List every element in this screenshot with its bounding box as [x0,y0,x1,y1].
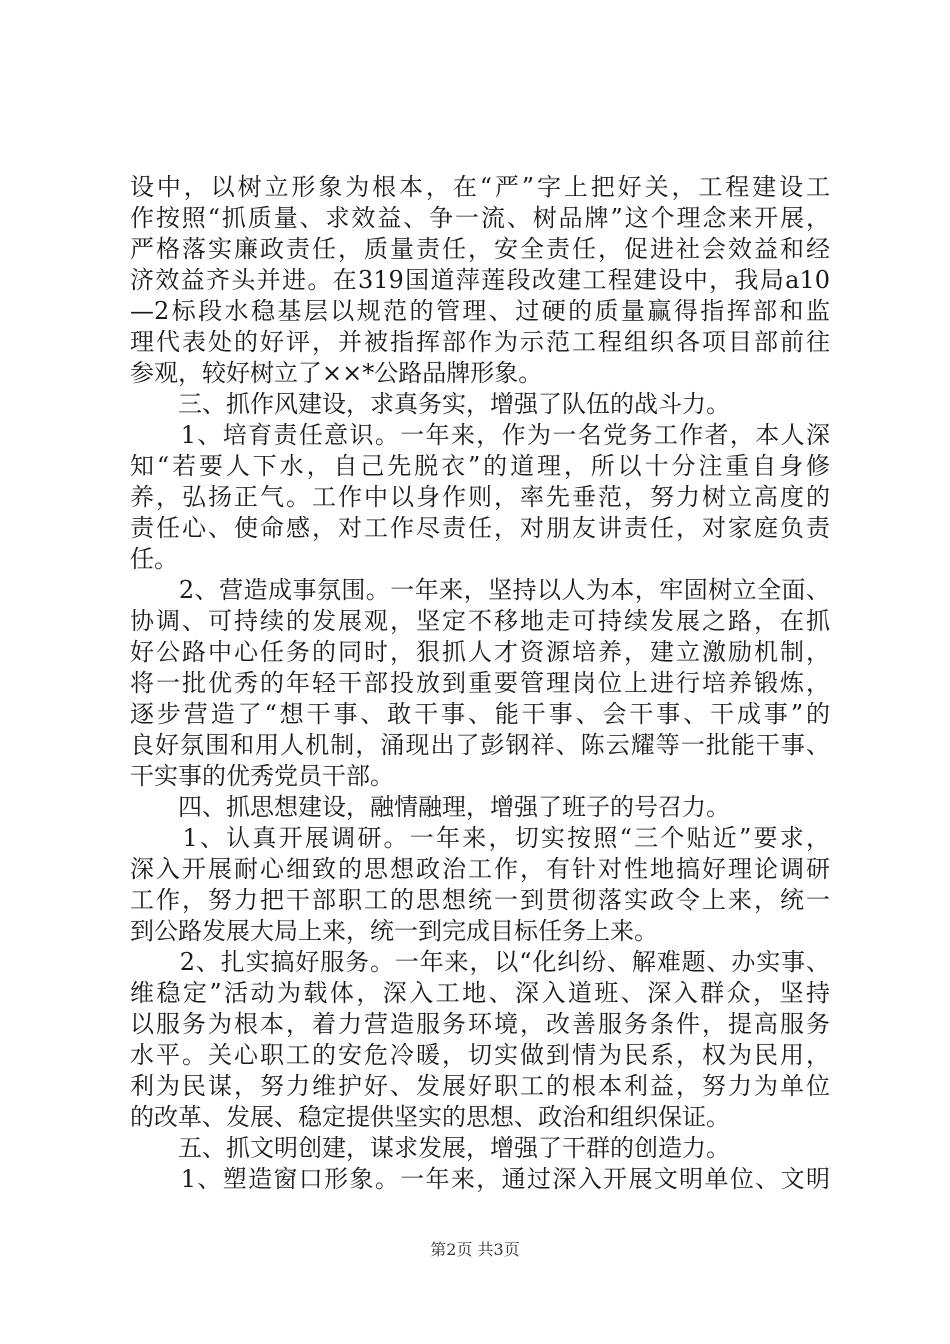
text-line: 严格落实廉政责任，质量责任，安全责任，促进社会效益和经 [130,235,830,263]
page-footer: 第2页 共3页 [430,1240,520,1259]
text-line: 以服务为根本，着力营造服务环境，改善服务条件，提高服务 [130,1010,830,1038]
document-body [130,172,830,1195]
text-line: 到公路发展大局上来，统一到完成目标任务上来。 [130,917,658,945]
text-line: 五、抓文明创建，谋求发展，增强了干群的创造力。 [130,1134,730,1162]
text-line: —2标段水稳基层以规范的管理、过硬的质量赢得指挥部和监 [130,297,830,325]
text-line: 三、抓作风建设，求真务实，增强了队伍的战斗力。 [130,390,730,418]
text-line: 设中，以树立形象为根本，在“严”字上把好关，工程建设工 [130,173,830,201]
text-line: 1、塑造窗口形象。一年来，通过深入开展文明单位、文明 [130,1165,830,1193]
text-line: 任。 [130,545,178,573]
text-line: 责任心、使命感，对工作尽责任，对朋友讲责任，对家庭负责 [130,514,830,542]
text-line: 养，弘扬正气。工作中以身作则，率先垂范，努力树立高度的 [130,483,830,511]
text-line: 干实事的优秀党员干部。 [130,762,394,790]
text-line: 良好氛围和用人机制，涌现出了彭钢祥、陈云耀等一批能干事、 [130,731,830,759]
text-line: 工作，努力把干部职工的思想统一到贯彻落实政令上来，统一 [130,886,830,914]
text-line: 逐步营造了“想干事、敢干事、能干事、会干事、干成事”的 [130,700,830,728]
text-line: 作按照“抓质量、求效益、争一流、树品牌”这个理念来开展， [130,204,830,232]
text-line: 参观，较好树立了××*公路品牌形象。 [130,359,543,387]
text-line: 2、扎实搞好服务。一年来，以“化纠纷、解难题、办实事、 [130,948,830,976]
text-line: 知“若要人下水，自己先脱衣”的道理，所以十分注重自身修 [130,452,830,480]
text-line: 协调、可持续的发展观，坚定不移地走可持续发展之路，在抓 [130,607,830,635]
text-line: 四、抓思想建设，融情融理，增强了班子的号召力。 [130,793,730,821]
text-line: 理代表处的好评，并被指挥部作为示范工程组织各项目部前往 [130,328,830,356]
text-line: 1、培育责任意识。一年来，作为一名党务工作者，本人深 [130,421,830,449]
text-line: 水平。关心职工的安危冷暖，切实做到情为民系，权为民用， [130,1041,830,1069]
text-line: 好公路中心任务的同时，狠抓人才资源培养，建立激励机制， [130,638,830,666]
text-line: 的改革、发展、稳定提供坚实的思想、政治和组织保证。 [130,1103,730,1131]
text-line: 深入开展耐心细致的思想政治工作，有针对性地搞好理论调研 [130,855,830,883]
text-line: 2、营造成事氛围。一年来，坚持以人为本，牢固树立全面、 [130,576,830,604]
text-line: 济效益齐头并进。在319国道萍莲段改建工程建设中，我局a10 [130,266,830,294]
text-line: 维稳定”活动为载体，深入工地、深入道班、深入群众，坚持 [130,979,830,1007]
text-line: 将一批优秀的年轻干部投放到重要管理岗位上进行培养锻炼， [130,669,830,697]
text-line: 1、认真开展调研。一年来，切实按照“三个贴近”要求， [130,824,830,852]
text-line: 利为民谋，努力维护好、发展好职工的根本利益，努力为单位 [130,1072,830,1100]
